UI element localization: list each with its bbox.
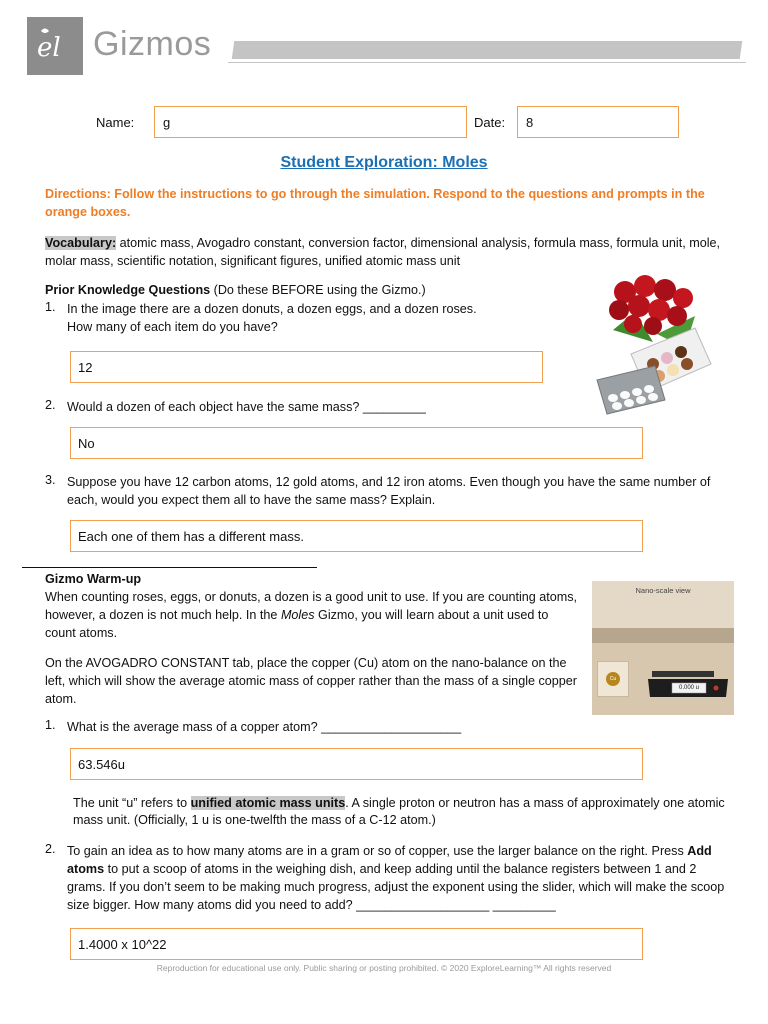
prior-q3-text: Suppose you have 12 carbon atoms, 12 gold atoms, and 12 iron atoms. Even though you have the same number of each, would you expect them all to have the same mass? Explain.: [67, 475, 711, 507]
vocabulary-label: Vocabulary:: [45, 236, 117, 250]
header-banner: [232, 41, 743, 59]
warmup-heading: Gizmo Warm-up: [45, 572, 142, 586]
unit-note-after: . A single proton or neutron has a mass of approximately one atomic mass unit. (Officially, 1 u is one-twelfth the mass of a C-12 atom.): [73, 796, 725, 827]
warmup-q1-number: 1.: [45, 718, 56, 732]
prior-q2-number: 2.: [45, 398, 56, 412]
prior-q1-number: 1.: [45, 300, 56, 314]
dozen-items-image: [595, 272, 713, 418]
prior-q2-answer[interactable]: No: [70, 427, 643, 459]
warmup-p1-italic: Moles: [280, 608, 315, 622]
vocabulary-paragraph: [45, 234, 725, 270]
page-title: Student Exploration: Moles: [280, 154, 488, 171]
prior-q2-text: Would a dozen of each object have the same mass? _________: [67, 400, 426, 414]
prior-q1-line2: How many of each item do you have?: [67, 320, 278, 334]
warmup-paragraph-2: On the AVOGADRO CONSTANT tab, place the copper (Cu) atom on the nano-balance on the left, which will show the average atomic mass of copper rather than the mass of a single copper atom.: [45, 656, 577, 706]
warmup-p1-before: When counting roses, eggs, or donuts, a dozen is a good unit to use. If you are counting atoms, however, a dozen is not much help. In the: [45, 590, 578, 622]
unit-note-before: The unit “u” refers to: [73, 796, 191, 810]
warmup-q2-answer[interactable]: 1.4000 x 10^22: [70, 928, 643, 960]
vocabulary-text: atomic mass, Avogadro constant, conversion factor, dimensional analysis, formula mass, formula unit, mole, molar mass, scientific notation, significant figures, unified atomic mass unit: [45, 236, 720, 268]
nano-scale-view-image: [592, 581, 734, 715]
warmup-p1-after: Gizmo, you will learn about a unit used to count atoms.: [45, 608, 549, 640]
prior-q3-number: 3.: [45, 473, 56, 487]
section-divider: [22, 567, 317, 568]
name-label: Name:: [96, 115, 135, 130]
header-divider: [228, 62, 746, 63]
prior-q1-text: [67, 300, 567, 336]
warmup-q1-text: What is the average mass of a copper atom? ____________________: [67, 720, 462, 734]
explorelearning-logo: [27, 17, 83, 75]
name-field[interactable]: g: [154, 106, 467, 138]
warmup-q2-text: [67, 842, 727, 914]
prior-heading-bold: Prior Knowledge Questions: [45, 283, 211, 297]
directions-text: Directions: Follow the instructions to go through the simulation. Respond to the questions and prompts in the orange boxes.: [45, 187, 705, 219]
prior-q1-answer[interactable]: 12: [70, 351, 543, 383]
warmup-q2-text-1: To gain an idea as to how many atoms are in a gram or so of copper, use the larger balance on the right. Press: [67, 844, 688, 858]
warmup-q1-answer[interactable]: 63.546u: [70, 748, 643, 780]
unit-note: [73, 795, 743, 829]
logo-mark-icon: [27, 17, 83, 75]
add-atoms-bold: Add atoms: [67, 844, 712, 876]
prior-q3-answer[interactable]: Each one of them has a different mass.: [70, 520, 643, 552]
balance-readout: 0.000 u: [678, 685, 700, 691]
prior-knowledge-heading: [45, 283, 426, 297]
prior-q1-line1: In the image there are a dozen donuts, a dozen eggs, and a dozen roses.: [67, 302, 477, 316]
brand-title: Gizmos: [93, 25, 212, 63]
warmup-q2-text-2: to put a scoop of atoms in the weighing dish, and keep adding until the balance registers between 1 and 2 grams. If you don’t seem to be making much progress, adjust the exponent using the slider, which will make the scoop size bigger. How many atoms did you need to add? ___________________ _________: [67, 862, 725, 912]
footer-copyright: Reproduction for educational use only. Public sharing or posting prohibited. © 2020 ExploreLearning™ All rights reserved: [156, 963, 612, 973]
warmup-q2-number: 2.: [45, 842, 56, 856]
nano-shelf: [592, 628, 734, 643]
date-field[interactable]: 8: [517, 106, 679, 138]
date-label: Date:: [474, 115, 506, 130]
svg-text:el: el: [37, 33, 61, 63]
nano-view-title: Nano-scale view: [635, 586, 691, 595]
warmup-paragraph-1: [45, 588, 580, 642]
unit-note-highlight: unified atomic mass units: [190, 796, 346, 810]
copper-atom-icon[interactable]: Cu: [606, 672, 620, 686]
prior-heading-note: (Do these BEFORE using the Gizmo.): [210, 283, 426, 297]
copper-atom-tray[interactable]: [597, 661, 629, 697]
